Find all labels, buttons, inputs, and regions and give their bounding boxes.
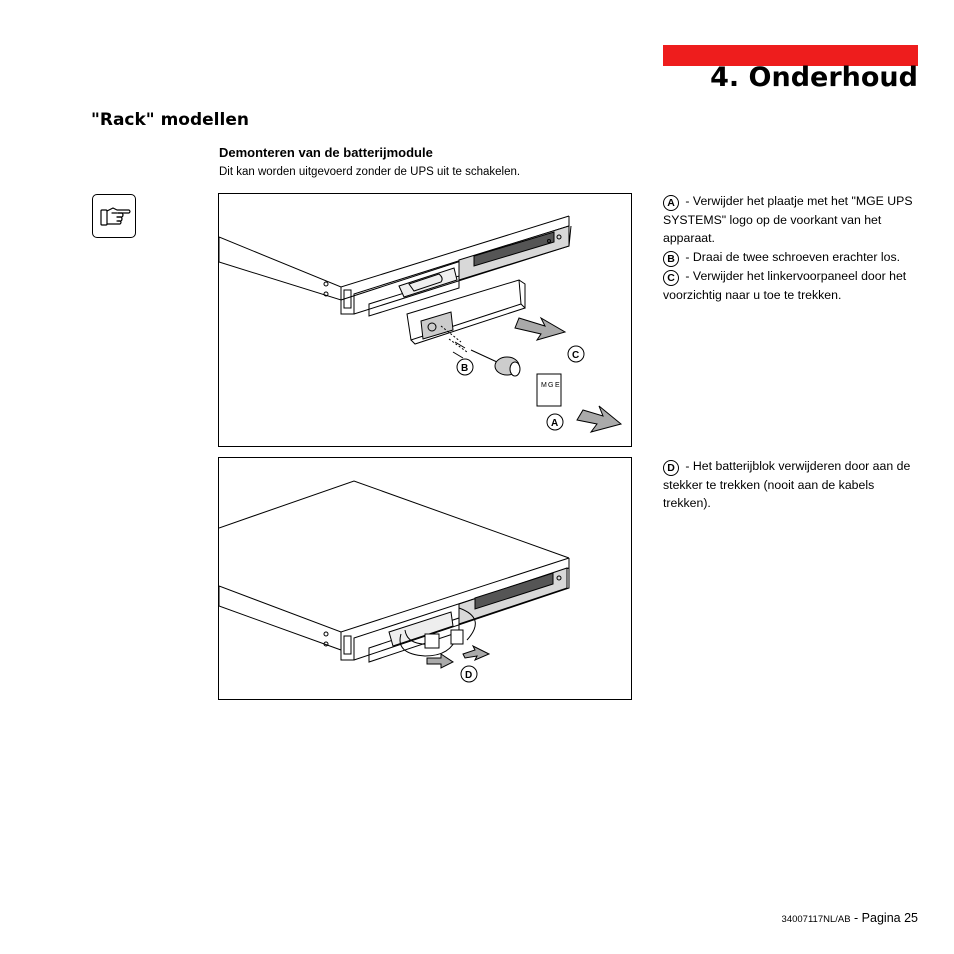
step-b [663,248,923,267]
document-code: 34007117NL/AB [781,914,851,925]
page-footer [782,911,918,925]
figure-remove-battery-block [218,457,632,700]
step-a [663,192,923,248]
steps-panel-1 [663,192,923,304]
step-letter-a: A [663,195,679,211]
logo-letter-e: E [555,382,560,389]
callout-d: D [465,670,473,681]
callout-b: B [461,363,469,374]
figure-remove-front-panel [218,193,632,447]
step-d [663,457,923,513]
subsection-intro: Dit kan worden uitgevoerd zonder de UPS uit te schakelen. [219,166,521,178]
section-title: "Rack" modellen [91,110,249,130]
logo-letter-g: G [548,382,554,389]
callout-c: C [572,350,580,361]
steps-panel-2 [663,457,923,513]
logo-letter-m: M [541,382,547,389]
step-letter-b: B [663,251,679,267]
subsection-title: Demonteren van de batterijmodule [219,145,433,160]
step-letter-d: D [663,460,679,476]
callout-a: A [551,418,559,429]
pointing-hand-icon [92,194,136,238]
chapter-title: 4. Onderhoud [710,62,918,93]
step-c [663,267,923,304]
page-number: - Pagina 25 [850,911,918,925]
step-text-a: - Verwijder het plaatje met het "MGE UPS SYSTEMS" logo op de voorkant van het apparaat. [663,194,913,246]
step-text-c: - Verwijder het linkervoorpaneel door het voorzichtig naar u toe te trekken. [663,268,907,302]
step-text-d: - Het batterijblok verwijderen door aan de stekker te trekken (nooit aan de kabels trekken). [663,459,911,511]
step-text-b: - Draai de twee schroeven erachter los. [682,249,901,264]
step-letter-c: C [663,270,679,286]
